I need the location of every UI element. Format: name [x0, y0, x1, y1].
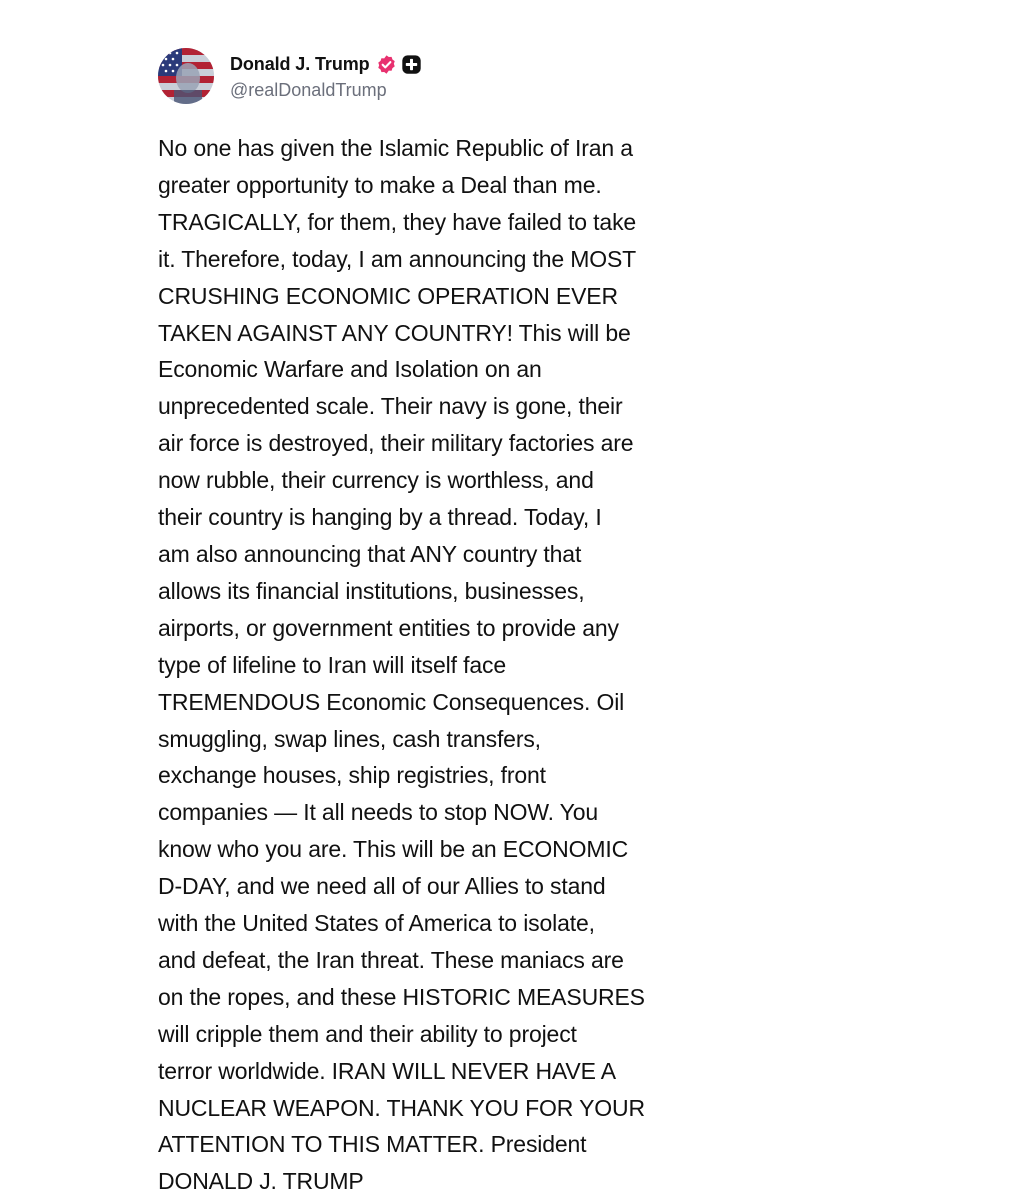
plus-badge-icon: [401, 54, 422, 75]
author-info: [230, 51, 422, 101]
avatar-image: [158, 48, 214, 104]
post-header: [158, 46, 718, 106]
post-body: No one has given the Islamic Republic of Iran a greater opportunity to make a Deal than me. TRAGICALLY, for them, they have failed to take it. Therefore, today, I am announcing the MOST CRUSHING ECONOMIC OPERATION EVER TAKEN AGAINST ANY COUNTRY! This will be Economic Warfare and Isolation on an unprecedented scale. Their navy is gone, their air force is destroyed, their military factories are now rubble, their currency is worthless, and their country is hanging by a thread. Today, I am also announcing that ANY country that allows its financial institutions, businesses, airports, or government entities to provide any type of lifeline to Iran will itself face TREMENDOUS Economic Consequences. Oil smuggling, swap lines, cash transfers, exchange houses, ship registries, front companies — It all needs to stop NOW. You know who you are. This will be an ECONOMIC D-DAY, and we need all of our Allies to stand with the United States of America to isolate, and defeat, the Iran threat. These maniacs are on the ropes, and these HISTORIC MEASURES will cripple them and their ability to project terror worldwide. IRAN WILL NEVER HAVE A NUCLEAR WEAPON. THANK YOU FOR YOUR ATTENTION TO THIS MATTER. President DONALD J. TRUMP: [158, 135, 645, 1195]
verified-badge-icon: [376, 54, 397, 75]
display-name[interactable]: Donald J. Trump: [230, 53, 370, 74]
handle[interactable]: @realDonaldTrump: [230, 80, 387, 100]
name-row: [230, 51, 422, 77]
avatar[interactable]: [158, 48, 214, 104]
post: [158, 46, 718, 1200]
